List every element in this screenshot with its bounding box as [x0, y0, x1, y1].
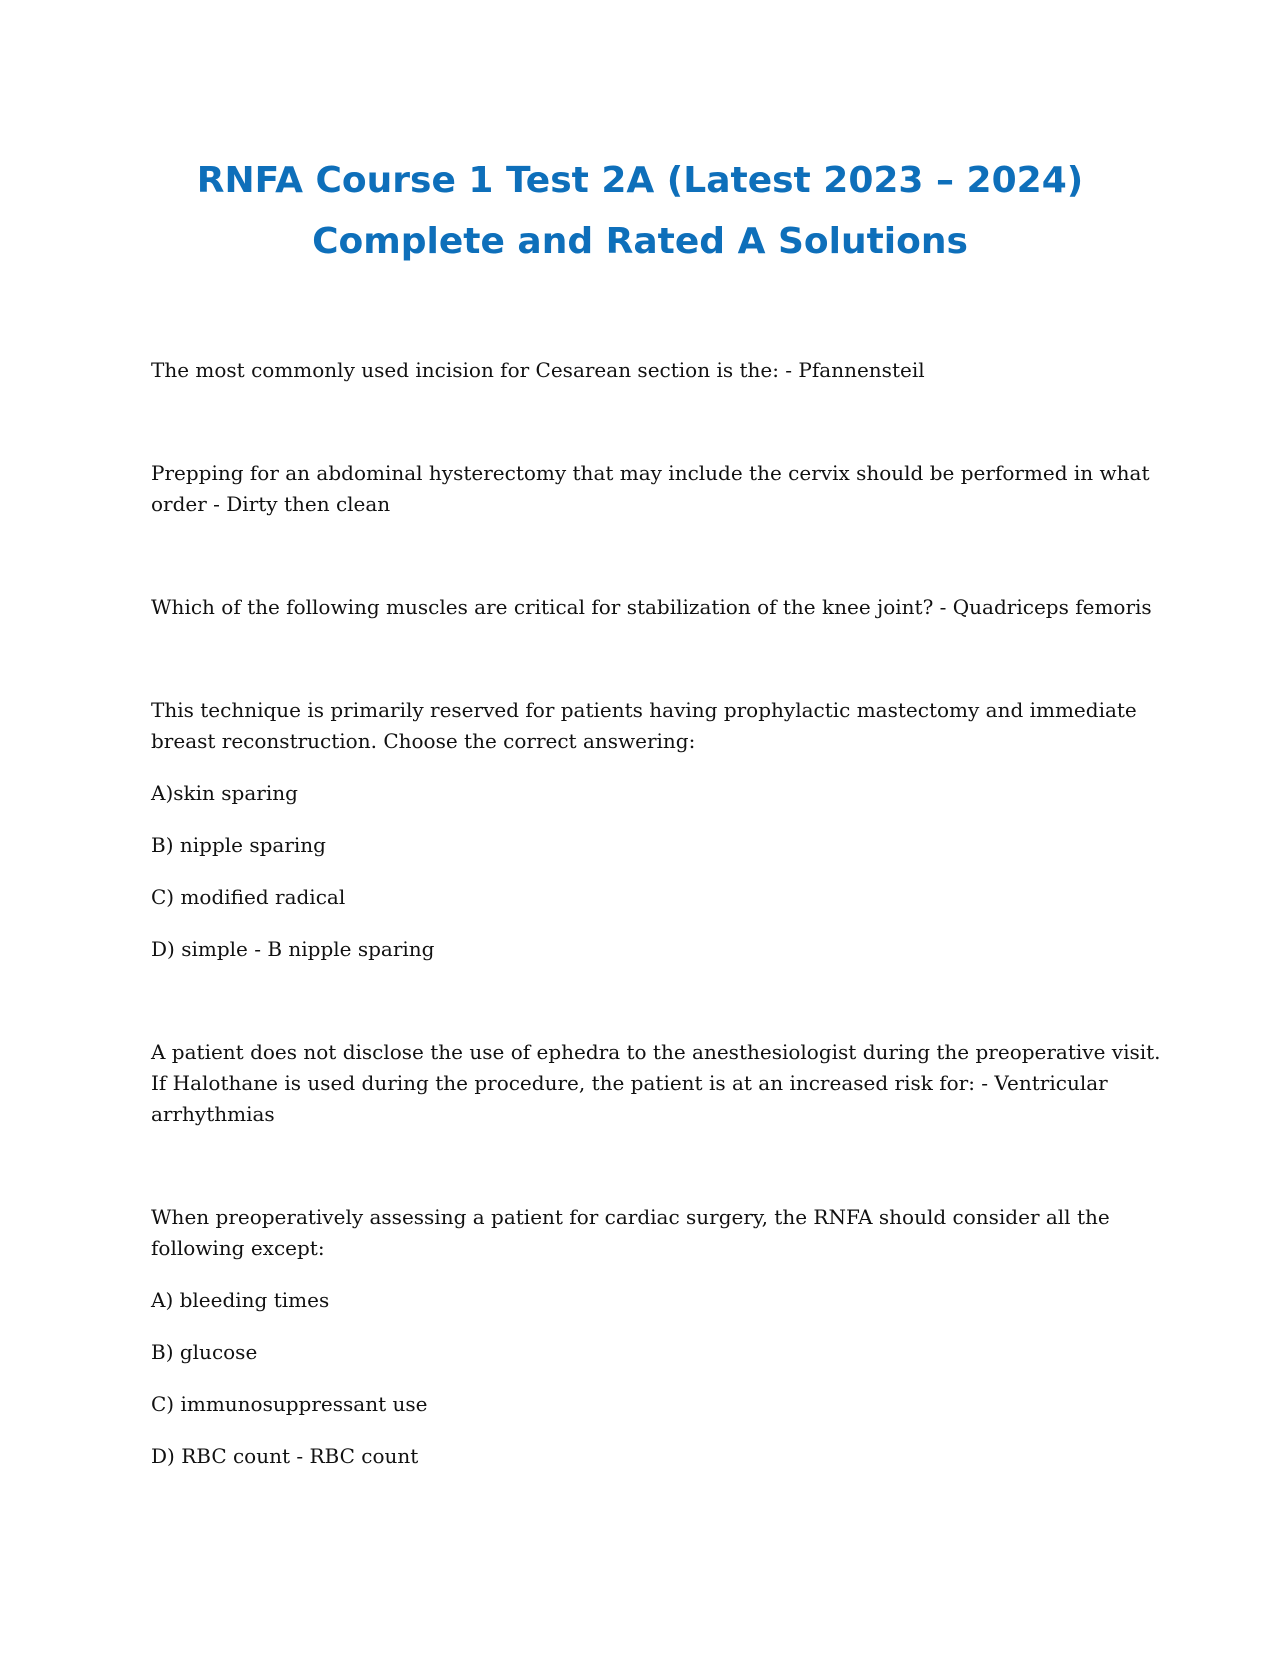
question-1: The most commonly used incision for Cesarean section is the: - Pfannensteil [151, 358, 925, 382]
question-6-option-c: C) immunosuppressant use [151, 1392, 428, 1416]
question-2-line-2: order - Dirty then clean [151, 492, 391, 516]
question-4-option-d: D) simple - B nipple sparing [151, 937, 435, 961]
question-3: Which of the following muscles are critical for stabilization of the knee joint? - Quadriceps femoris [151, 595, 1152, 619]
title-line-2: Complete and Rated A Solutions [312, 221, 968, 262]
document-title [0, 150, 1280, 272]
title-line-1: RNFA Course 1 Test 2A (Latest 2023 – 2024) [196, 160, 1084, 201]
question-4-line-1: This technique is primarily reserved for patients having prophylactic mastectomy and immediate [151, 698, 1137, 722]
question-6-option-b: B) glucose [151, 1340, 258, 1364]
question-4-option-c: C) modified radical [151, 885, 346, 909]
question-2 [151, 458, 1150, 520]
question-6-line-1: When preoperatively assessing a patient for cardiac surgery, the RNFA should consider all the [151, 1205, 1110, 1229]
question-4-line-2: breast reconstruction. Choose the correct answering: [151, 729, 696, 753]
question-4-option-a: A)skin sparing [151, 781, 298, 805]
question-6-option-d: D) RBC count - RBC count [151, 1444, 419, 1468]
question-5 [151, 1037, 1161, 1130]
question-2-line-1: Prepping for an abdominal hysterectomy that may include the cervix should be performed in what [151, 461, 1150, 485]
question-5-line-2: If Halothane is used during the procedure, the patient is at an increased risk for: - Ventricular [151, 1071, 1108, 1095]
question-6-line-2: following except: [151, 1236, 325, 1260]
question-6-option-a: A) bleeding times [151, 1288, 330, 1312]
question-4 [151, 695, 1141, 965]
document-body [151, 355, 1161, 1472]
question-5-line-3: arrhythmias [151, 1102, 275, 1126]
question-5-line-1: A patient does not disclose the use of ephedra to the anesthesiologist during the preoperative visit. [151, 1040, 1161, 1064]
question-6 [151, 1202, 1141, 1472]
question-4-option-b: B) nipple sparing [151, 833, 326, 857]
